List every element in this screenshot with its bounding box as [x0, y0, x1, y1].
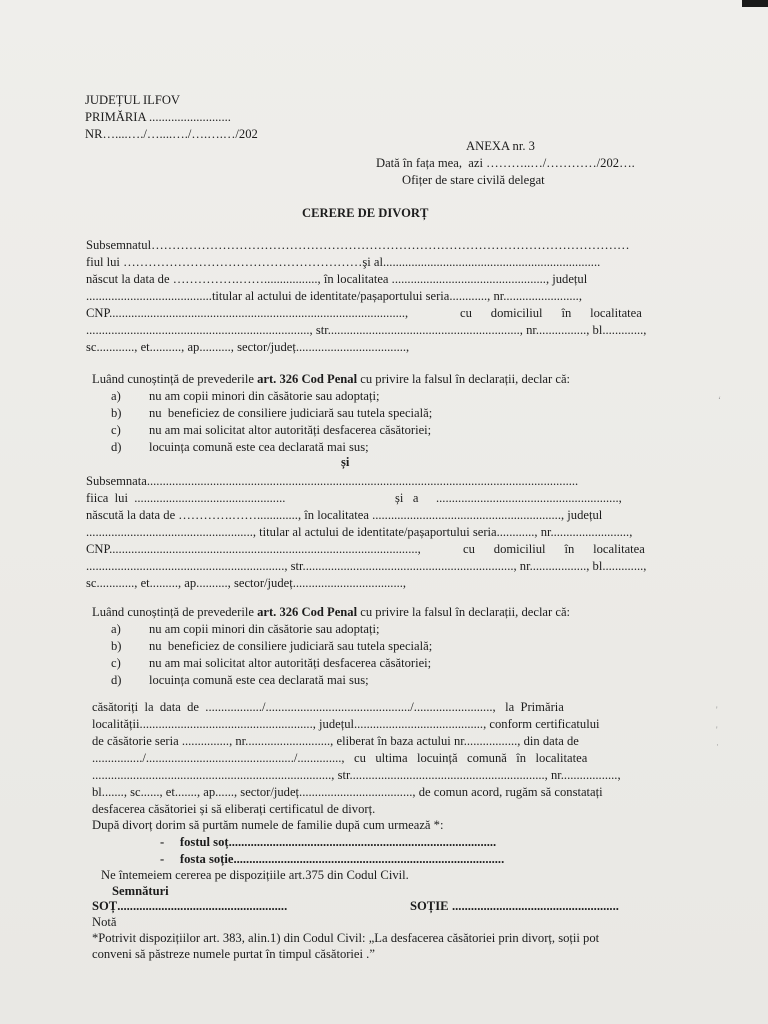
scan-speck: '	[716, 705, 718, 715]
page-title: CERERE DE DIVORȚ	[302, 206, 429, 220]
husband-line-7: sc............, et.........., ap.........., sector/județ...................................,	[86, 340, 410, 354]
county-label: JUDEȚUL ILFOV	[85, 93, 181, 107]
marriage-line-5: ............................................................................, str.............................................................., nr..................,	[92, 768, 621, 782]
husband-signature: SOȚ......................................................	[92, 899, 288, 913]
husband-line-2: fiul lui …………………………………………………şi al.....................................................................	[86, 255, 601, 269]
marriage-line-1: căsătoriți la data de ................../............................................../........................., la Primăria	[92, 700, 564, 714]
declaration-1-item-b-letter: b)	[111, 406, 122, 420]
husband-line-4: ........................................titular al actului de identitate/pașaportului seria............, nr........................,	[86, 289, 582, 303]
scan-speck: ·	[716, 740, 719, 750]
signatures-heading: Semnături	[112, 884, 169, 898]
declaration-2-item-a: nu am copii minori din căsătorie sau adoptați;	[149, 622, 380, 636]
husband-line-1: Subsemnatul……………………………………………………………………………………………………	[86, 238, 630, 252]
declaration-2-item-b-letter: b)	[111, 639, 122, 653]
note-line-2: conveni să păstreze numele purtat în timpul căsătoriei .”	[92, 947, 375, 961]
note-line-1: *Potrivit dispozițiilor art. 383, alin.1) din Codul Civil: „La desfacerea căsătoriei prin divorț, soții pot	[92, 931, 600, 945]
declaration-1-item-b: nu beneficiez de consiliere judiciară sau tutela specială;	[149, 406, 433, 420]
wife-line-3: născută la data de ………….……............., în localitatea ............................................................, județul	[86, 508, 603, 522]
declaration-2-item-c: nu am mai solicitat altor autorități desfacerea căsătoriei;	[149, 656, 432, 670]
wife-signature-line: .....................................................	[452, 899, 619, 913]
declaration-1-item-d: locuința comună este cea declarată mai sus;	[149, 440, 369, 454]
wife-line-2-part-a: fiica lui ................................................	[86, 491, 286, 505]
declaration-2-item-c-letter: c)	[111, 656, 121, 670]
marriage-line-8: După divorț dorim să purtăm numele de familie după cum urmează *:	[92, 818, 444, 832]
husband-domicile-label: cu domiciliul în localitatea	[460, 306, 642, 320]
registration-number: NR…....…./…....…./….….…/202	[85, 127, 258, 141]
wife-line-2-part-b: și a	[395, 491, 419, 505]
marriage-line-6: bl......., sc......, et......., ap......, sector/județ...................................., de comun acord, rugăm să constatați	[92, 785, 603, 799]
officer-label: Ofițer de stare civilă delegat	[402, 173, 545, 187]
scan-edge-shadow	[742, 0, 768, 7]
former-wife-name-field: - fosta soție......................................................................................	[160, 852, 505, 866]
declaration-2-item-d: locuința comună este cea declarată mai sus;	[149, 673, 369, 687]
wife-cnp: CNP..................................................................................................,	[86, 542, 421, 556]
wife-signature-label: SOȚIE	[410, 899, 449, 913]
husband-line-6: ......................................................................., str............................................................., nr................, bl.............,	[86, 323, 647, 337]
marriage-line-7: desfacerea căsătoriei și să eliberați certificatul de divorț.	[92, 802, 376, 816]
note-label: Notă	[92, 915, 117, 929]
wife-line-1: Subsemnata.........................................................................................................................................	[86, 474, 579, 488]
declaration-2-item-d-letter: d)	[111, 673, 122, 687]
town-hall-label: PRIMĂRIA ..........................	[85, 110, 231, 124]
declaration-intro-1: Luând cunoștință de prevederile art. 326 Cod Penal cu privire la falsul în declarații, declar că:	[92, 372, 571, 386]
scan-speck: '	[716, 725, 718, 735]
legal-basis: Ne întemeiem cererea pe dispozițiile art.375 din Codul Civil.	[101, 868, 409, 882]
declaration-1-item-c: nu am mai solicitat altor autorități desfacerea căsătoriei;	[149, 423, 432, 437]
declaration-1-item-a-letter: a)	[111, 389, 121, 403]
former-husband-name-field: - fostul soț.....................................................................................	[160, 835, 497, 849]
conjunction-and: și	[341, 455, 350, 469]
wife-line-6: ..............................................................., str..................................................................., nr.................., bl.............,	[86, 559, 647, 573]
wife-line-4: ....................................................., titular al actului de identitate/pașaportului seria............, nr.........................,	[86, 525, 633, 539]
wife-line-7: sc............, et........., ap.........., sector/județ...................................,	[86, 576, 407, 590]
declaration-intro-2: Luând cunoștință de prevederile art. 326 Cod Penal cu privire la falsul în declarații, declar că:	[92, 605, 571, 619]
marriage-line-4: ................/.............................................../.............., cu ultima locuință comună în localitatea	[92, 751, 588, 765]
wife-line-2-part-c: ..........................................................,	[436, 491, 622, 505]
marriage-line-3: de căsătorie seria ..............., nr..........................., eliberat în baza actului nr................., din data de	[92, 734, 579, 748]
scan-speck: ‘	[718, 395, 721, 405]
husband-line-3: născut la data de …………….……................., în localitatea ................................................., județul	[86, 272, 588, 286]
declaration-1-item-a: nu am copii minori din căsătorie sau adoptați;	[149, 389, 380, 403]
annex-label: ANEXA nr. 3	[466, 139, 535, 153]
husband-cnp: CNP..............................................................................................,	[86, 306, 409, 320]
declaration-2-item-a-letter: a)	[111, 622, 121, 636]
marriage-line-2: localității......................................................., județul........................................., conform certificatului	[92, 717, 600, 731]
declaration-2-item-b: nu beneficiez de consiliere judiciară sau tutela specială;	[149, 639, 433, 653]
declaration-1-item-d-letter: d)	[111, 440, 122, 454]
declaration-1-item-c-letter: c)	[111, 423, 121, 437]
wife-domicile-label: cu domiciliul în localitatea	[463, 542, 645, 556]
date-before-me: Dată în fața mea, azi ………..…/…………/202….	[376, 156, 635, 170]
